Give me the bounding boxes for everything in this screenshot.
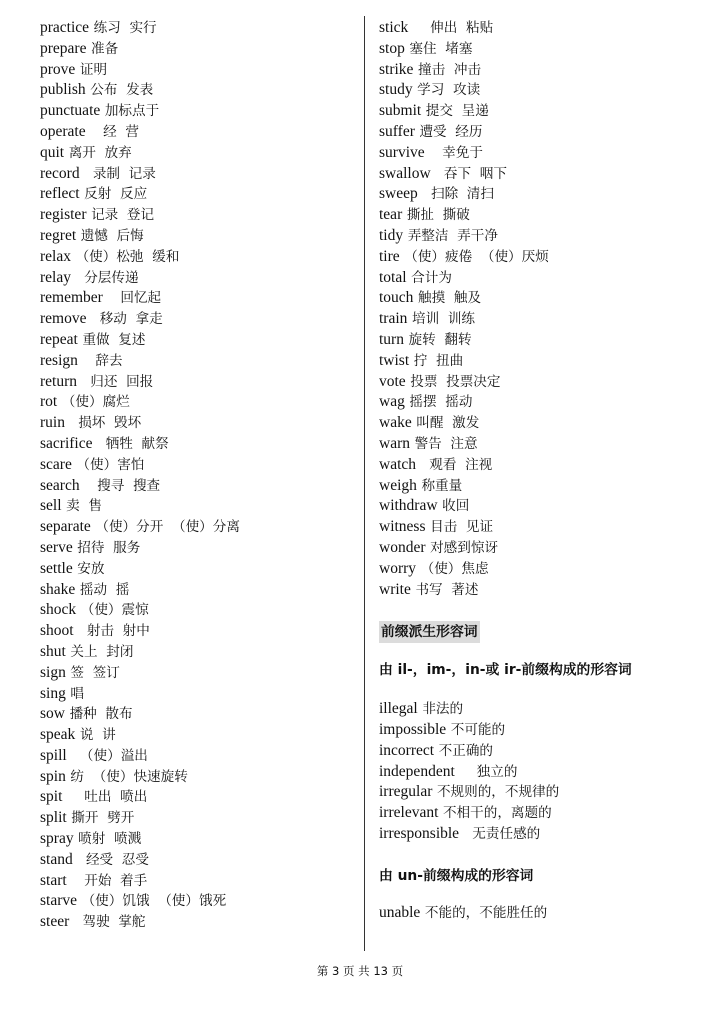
vocab-entry xyxy=(40,392,360,413)
vocab-word: speak xyxy=(40,726,76,744)
vocab-entry xyxy=(40,413,360,434)
vocab-meaning: 说 讲 xyxy=(79,727,116,744)
vocab-meaning: 摇动 摇 xyxy=(79,581,130,598)
vocab-entry xyxy=(40,39,360,60)
vocab-word: submit xyxy=(379,102,422,120)
right-word-list xyxy=(379,18,709,600)
vocab-entry xyxy=(40,143,360,164)
vocab-entry xyxy=(40,372,360,393)
vocab-meaning: 回忆起 xyxy=(107,290,162,307)
vocab-word: wake xyxy=(379,414,412,432)
vocab-word: shock xyxy=(40,601,77,619)
vocab-entry xyxy=(379,699,709,720)
left-column xyxy=(40,18,360,933)
vocab-word: sing xyxy=(40,684,66,702)
vocab-meaning: 不能的，不能胜任的 xyxy=(424,904,548,921)
vocab-meaning: 安放 xyxy=(77,560,105,577)
vocab-word: spin xyxy=(40,767,66,785)
vocab-meaning: 伸出 粘贴 xyxy=(412,20,494,36)
vocab-entry xyxy=(40,247,360,268)
vocab-word: spill xyxy=(40,746,67,764)
vocab-meaning: 拧 扭曲 xyxy=(413,352,464,369)
column-divider xyxy=(364,16,365,951)
vocab-word: search xyxy=(40,476,80,494)
vocab-word: sacrifice xyxy=(40,434,93,452)
vocab-entry xyxy=(40,871,360,892)
vocab-meaning: 提交 呈递 xyxy=(425,103,489,120)
vocab-entry xyxy=(40,787,360,808)
vocab-word: write xyxy=(379,580,411,598)
vocab-word: stop xyxy=(379,39,405,57)
vocab-meaning: （使）腐烂 xyxy=(61,394,130,411)
vocab-meaning: 撞击 冲击 xyxy=(418,61,482,78)
vocab-word: stand xyxy=(40,850,73,868)
vocab-meaning: 牺牲 献祭 xyxy=(97,435,169,452)
right-column xyxy=(379,18,709,923)
vocab-meaning: 离开 放弃 xyxy=(68,144,132,161)
vocab-entry xyxy=(40,122,360,143)
vocab-entry xyxy=(379,351,709,372)
vocab-word: shake xyxy=(40,580,76,598)
vocab-entry xyxy=(40,704,360,725)
vocab-meaning: 培训 训练 xyxy=(411,311,476,328)
vocab-word: wag xyxy=(379,393,405,411)
vocab-word: spray xyxy=(40,830,74,848)
vocab-word: total xyxy=(379,268,407,286)
vocab-meaning: 记录 登记 xyxy=(91,207,155,224)
vocab-meaning: 学习 攻读 xyxy=(417,82,481,99)
vocab-word: serve xyxy=(40,538,73,556)
vocab-entry xyxy=(379,80,709,101)
vocab-word: survive xyxy=(379,143,425,161)
vocab-meaning: 移动 拿走 xyxy=(91,311,163,328)
vocab-word: weigh xyxy=(379,476,417,494)
vocab-word: start xyxy=(40,871,67,889)
vocab-meaning: 招待 服务 xyxy=(77,539,141,556)
vocab-word: impossible xyxy=(379,720,447,738)
vocab-meaning: 遭受 经历 xyxy=(419,123,483,140)
vocab-word: remove xyxy=(40,310,87,328)
vocab-entry xyxy=(40,226,360,247)
vocab-meaning: 唱 xyxy=(70,685,85,702)
vocab-entry xyxy=(379,762,709,783)
vocab-word: operate xyxy=(40,122,86,140)
vocab-word: sign xyxy=(40,663,66,681)
vocab-meaning: 归还 回报 xyxy=(81,373,154,390)
vocab-meaning: （使）饥饿 （使）饿死 xyxy=(81,893,227,910)
vocab-meaning: 射击 射中 xyxy=(78,623,150,640)
vocab-entry xyxy=(379,60,709,81)
vocab-word: swallow xyxy=(379,164,431,182)
vocab-entry xyxy=(40,725,360,746)
vocab-word: stick xyxy=(379,19,409,36)
vocab-entry xyxy=(379,476,709,497)
vocab-entry xyxy=(379,782,709,803)
vocab-word: sow xyxy=(40,705,65,723)
vocab-word: spit xyxy=(40,788,63,806)
vocab-entry xyxy=(40,912,360,933)
vocab-entry xyxy=(40,891,360,912)
vocab-entry xyxy=(40,517,360,538)
vocab-entry xyxy=(40,80,360,101)
vocab-word: irresponsible xyxy=(379,824,460,842)
vocab-entry xyxy=(379,330,709,351)
vocab-word: prove xyxy=(40,60,76,78)
vocab-word: prepare xyxy=(40,39,87,57)
vocab-word: incorrect xyxy=(379,741,435,759)
vocab-meaning: 关上 封闭 xyxy=(70,643,134,660)
vocab-word: tear xyxy=(379,206,403,224)
vocab-entry xyxy=(40,18,360,39)
vocab-entry xyxy=(379,538,709,559)
vocab-entry xyxy=(40,101,360,122)
vocab-word: turn xyxy=(379,330,404,348)
vocab-meaning: 损坏 毁坏 xyxy=(69,415,142,432)
vocab-entry xyxy=(40,351,360,372)
vocab-word: unable xyxy=(379,903,421,921)
vocab-meaning: 卖 售 xyxy=(66,498,102,515)
vocab-word: practice xyxy=(40,19,90,36)
vocab-word: quit xyxy=(40,143,65,161)
vocab-entry xyxy=(40,309,360,330)
vocab-meaning: 目击 见证 xyxy=(430,519,494,536)
vocab-meaning: 反射 反应 xyxy=(84,186,148,203)
vocab-meaning: （使）疲倦 （使）厌烦 xyxy=(404,248,549,265)
vocab-entry xyxy=(379,18,709,39)
vocab-word: irregular xyxy=(379,783,433,801)
vocab-meaning: 经受 忍受 xyxy=(77,851,149,868)
vocab-word: split xyxy=(40,809,67,827)
vocab-entry xyxy=(379,720,709,741)
vocab-entry xyxy=(40,746,360,767)
vocab-meaning: （使）溢出 xyxy=(71,747,148,764)
vocab-entry xyxy=(40,850,360,871)
vocab-meaning: 对感到惊讶 xyxy=(430,539,499,556)
vocab-word: steer xyxy=(40,913,70,931)
vocab-word: relay xyxy=(40,268,71,286)
vocab-entry xyxy=(379,413,709,434)
subheading-prefix-il-im-in-ir: 由 il-，im-，in-或 ir-前缀构成的形容词 xyxy=(379,662,632,679)
vocab-word: touch xyxy=(379,289,414,307)
vocab-entry xyxy=(379,101,709,122)
vocab-meaning: 准备 xyxy=(91,40,119,57)
vocab-entry xyxy=(40,642,360,663)
vocab-word: register xyxy=(40,206,87,224)
vocab-meaning: 塞住 堵塞 xyxy=(409,40,473,57)
vocab-meaning: 收回 xyxy=(442,498,470,515)
vocab-entry xyxy=(40,767,360,788)
vocab-word: vote xyxy=(379,372,406,390)
vocab-word: wonder xyxy=(379,538,426,556)
vocab-meaning: 非法的 xyxy=(422,701,464,718)
vocab-meaning: 撕开 劈开 xyxy=(71,810,135,827)
vocab-word: suffer xyxy=(379,122,415,140)
vocab-entry xyxy=(379,517,709,538)
vocab-meaning: 叫醒 激发 xyxy=(416,415,480,432)
vocab-word: train xyxy=(379,310,408,328)
vocab-entry xyxy=(379,288,709,309)
vocab-entry xyxy=(379,824,709,845)
vocab-meaning: （使）害怕 xyxy=(76,456,145,473)
vocab-word: record xyxy=(40,164,80,182)
vocab-entry xyxy=(379,559,709,580)
vocab-entry xyxy=(379,226,709,247)
vocab-word: scare xyxy=(40,455,72,473)
vocab-entry xyxy=(379,247,709,268)
vocab-word: ruin xyxy=(40,414,65,432)
vocab-meaning: 分层传递 xyxy=(75,269,139,286)
vocab-entry xyxy=(40,600,360,621)
vocab-meaning: 撕扯 撕破 xyxy=(406,207,470,224)
prefix-word-list-1 xyxy=(379,699,709,845)
vocab-entry xyxy=(40,288,360,309)
vocab-entry xyxy=(40,559,360,580)
vocab-word: resign xyxy=(40,351,78,369)
vocab-meaning: 练习 实行 xyxy=(93,20,157,36)
vocab-word: sweep xyxy=(379,185,418,203)
vocab-entry xyxy=(379,39,709,60)
vocab-word: withdraw xyxy=(379,497,438,515)
vocab-word: remember xyxy=(40,289,103,307)
vocab-entry xyxy=(40,496,360,517)
vocab-entry xyxy=(40,164,360,185)
vocab-word: reflect xyxy=(40,185,80,203)
vocab-entry xyxy=(379,184,709,205)
vocab-meaning: 无责任感的 xyxy=(463,825,541,842)
vocab-meaning: 开始 着手 xyxy=(71,872,148,889)
vocab-meaning: 签 签订 xyxy=(70,664,120,681)
vocab-entry xyxy=(379,372,709,393)
vocab-entry xyxy=(40,60,360,81)
vocab-entry xyxy=(379,164,709,185)
vocab-entry xyxy=(379,803,709,824)
vocab-entry xyxy=(40,476,360,497)
vocab-entry xyxy=(379,309,709,330)
vocab-word: witness xyxy=(379,518,426,536)
vocab-meaning: 播种 散布 xyxy=(69,706,133,723)
vocab-word: shut xyxy=(40,642,66,660)
vocab-meaning: 警告 注意 xyxy=(414,435,478,452)
vocab-word: strike xyxy=(379,60,414,78)
vocab-word: worry xyxy=(379,559,417,577)
vocab-entry xyxy=(40,434,360,455)
vocab-meaning: 称重量 xyxy=(421,477,463,494)
vocab-meaning: 公布 发表 xyxy=(90,82,154,99)
vocab-entry xyxy=(40,205,360,226)
vocab-meaning: 弄整洁 弄干净 xyxy=(407,227,498,244)
vocab-entry xyxy=(379,580,709,601)
vocab-meaning: 幸免于 xyxy=(429,144,483,161)
vocab-word: study xyxy=(379,81,413,99)
vocab-word: repeat xyxy=(40,330,78,348)
vocab-entry xyxy=(40,663,360,684)
vocab-meaning: 观看 注视 xyxy=(420,456,493,473)
vocab-word: warn xyxy=(379,434,410,452)
vocab-meaning: 投票 投票决定 xyxy=(410,373,501,390)
vocab-word: return xyxy=(40,372,78,390)
vocab-word: punctuate xyxy=(40,102,101,120)
vocab-meaning: 书写 著述 xyxy=(415,581,479,598)
vocab-word: settle xyxy=(40,559,73,577)
vocab-entry xyxy=(379,205,709,226)
vocab-meaning: 吞下 咽下 xyxy=(435,165,507,182)
vocab-word: independent xyxy=(379,762,455,780)
vocab-meaning: 喷射 喷溅 xyxy=(78,831,142,848)
vocab-entry xyxy=(40,268,360,289)
vocab-meaning: 合计为 xyxy=(411,269,452,286)
vocab-entry xyxy=(40,455,360,476)
vocab-meaning: 辞去 xyxy=(82,352,123,369)
vocab-meaning: 遗憾 后悔 xyxy=(80,227,144,244)
vocab-entry xyxy=(40,330,360,351)
vocab-word: rot xyxy=(40,393,58,411)
vocab-word: tire xyxy=(379,247,400,265)
vocab-entry xyxy=(379,268,709,289)
vocab-meaning: 不可能的 xyxy=(450,721,506,738)
vocab-meaning: 证明 xyxy=(79,61,108,78)
vocab-meaning: （使）松弛 缓和 xyxy=(75,248,180,265)
page-footer: 第 3 页 共 13 页 xyxy=(316,964,404,978)
vocab-entry xyxy=(40,621,360,642)
vocab-word: relax xyxy=(40,247,71,265)
vocab-word: sell xyxy=(40,497,62,515)
prefix-word-list-2 xyxy=(379,903,709,924)
vocab-word: irrelevant xyxy=(379,804,439,822)
vocab-meaning: 独立的 xyxy=(459,763,518,780)
section-heading: 前缀派生形容词 xyxy=(379,621,480,643)
vocab-meaning: 驾驶 掌舵 xyxy=(73,914,146,931)
vocab-word: illegal xyxy=(379,700,418,718)
vocab-meaning: 扫除 清扫 xyxy=(422,186,494,203)
vocab-meaning: 不正确的 xyxy=(438,742,494,759)
vocab-word: starve xyxy=(40,892,78,910)
vocab-entry xyxy=(379,741,709,762)
vocab-entry xyxy=(379,434,709,455)
vocab-meaning: 不规则的，不规律的 xyxy=(436,784,560,801)
vocab-entry xyxy=(40,538,360,559)
vocab-entry xyxy=(379,143,709,164)
vocab-meaning: 录制 记录 xyxy=(84,165,156,182)
vocab-meaning: 摇摆 摇动 xyxy=(409,394,473,411)
vocab-meaning: （使）焦虑 xyxy=(420,560,489,577)
vocab-word: separate xyxy=(40,518,91,536)
vocab-entry xyxy=(40,829,360,850)
vocab-entry xyxy=(379,392,709,413)
vocab-entry xyxy=(379,903,709,924)
vocab-word: watch xyxy=(379,455,417,473)
vocab-entry xyxy=(40,808,360,829)
vocab-entry xyxy=(40,184,360,205)
vocab-word: tidy xyxy=(379,226,404,244)
vocab-meaning: 不相干的，离题的 xyxy=(442,805,552,822)
vocab-meaning: 加标点于 xyxy=(104,103,160,120)
vocab-meaning: 经 营 xyxy=(90,123,139,140)
vocab-word: publish xyxy=(40,81,86,99)
vocab-meaning: 吐出 喷出 xyxy=(66,789,148,806)
vocab-meaning: （使）分开 （使）分离 xyxy=(95,519,240,536)
vocab-word: shoot xyxy=(40,622,74,640)
vocab-entry xyxy=(40,580,360,601)
vocab-meaning: 纺 （使）快速旋转 xyxy=(70,768,188,785)
vocab-meaning: 旋转 翻转 xyxy=(408,331,472,348)
vocab-entry xyxy=(379,496,709,517)
vocab-meaning: 重做 复述 xyxy=(82,331,146,348)
vocab-word: regret xyxy=(40,226,77,244)
vocab-entry xyxy=(379,122,709,143)
vocab-word: twist xyxy=(379,351,410,369)
subheading-prefix-un: 由 un-前缀构成的形容词 xyxy=(379,867,534,884)
vocab-meaning: 搜寻 搜查 xyxy=(84,477,161,494)
vocab-entry xyxy=(40,684,360,705)
vocab-meaning: 触摸 触及 xyxy=(418,290,482,307)
vocab-entry xyxy=(379,455,709,476)
vocab-meaning: （使）震惊 xyxy=(80,602,149,619)
